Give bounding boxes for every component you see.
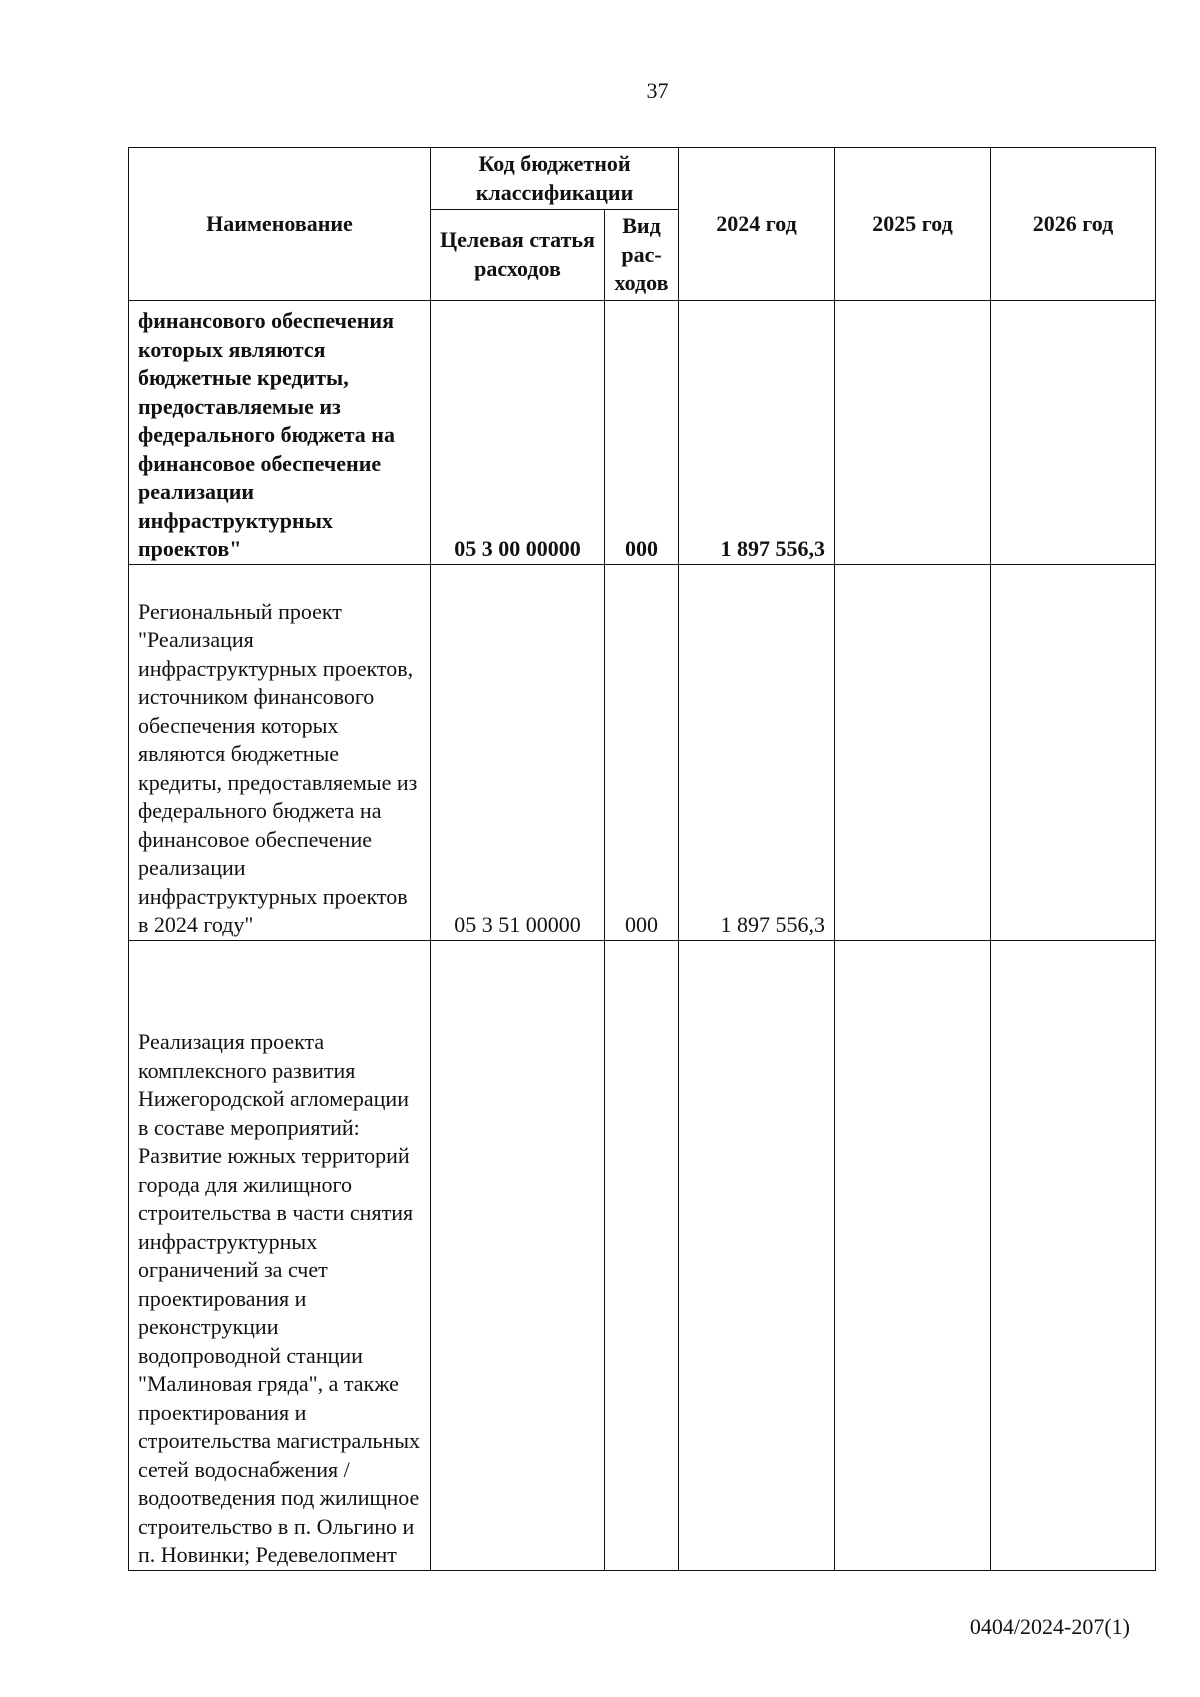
header-year-2026: 2026 год: [991, 148, 1156, 301]
row-target-article: 05 3 00 00000: [431, 300, 605, 564]
row-name: Реализация проекта комплексного развития Нижегородской агломерации в составе мероприятий: Развитие южных территорий города для жилищного строительства в части снятия инфраструктурных ограничений за счет проектирования и реконструкции водопроводной станции "Малиновая гряда", а также проектирования и строительства магистральных сетей водоснабжения / водоотведения под жилищное строительство в п. Ольгино и п. Новинки; Редевелопмент: [129, 940, 431, 1570]
budget-table: [128, 147, 1156, 1571]
row-amount-2024: 1 897 556,3: [679, 300, 835, 564]
row-amount-2025: [835, 940, 991, 1570]
table-row: [129, 300, 1156, 564]
table-row: [129, 564, 1156, 940]
document-code: 0404/2024-207(1): [969, 1614, 1130, 1639]
row-target-article: [431, 940, 605, 1570]
table-header: [129, 148, 1156, 301]
row-amount-2025: [835, 564, 991, 940]
table-row: [129, 940, 1156, 1570]
row-expense-type: 000: [605, 300, 679, 564]
header-year-2025: 2025 год: [835, 148, 991, 301]
row-amount-2026: [991, 940, 1156, 1570]
row-amount-2024: [679, 940, 835, 1570]
row-target-article: 05 3 51 00000: [431, 564, 605, 940]
row-amount-2026: [991, 564, 1156, 940]
row-name: финансового обеспечения которых являются бюджетные кредиты, предоставляемые из федерального бюджета на финансовое обеспечение реализации инфраструктурных проектов": [129, 300, 431, 564]
header-code-group: Код бюджетной классификации: [431, 148, 679, 210]
row-amount-2025: [835, 300, 991, 564]
row-expense-type: 000: [605, 564, 679, 940]
row-expense-type: [605, 940, 679, 1570]
header-target-article: Целевая статья расходов: [431, 210, 605, 301]
header-name: Наименование: [129, 148, 431, 301]
row-amount-2024: 1 897 556,3: [679, 564, 835, 940]
row-name: Региональный проект "Реализация инфраструктурных проектов, источником финансового обеспечения которых являются бюджетные кредиты, предоставляемые из федерального бюджета на финансовое обеспечение реализации инфраструктурных проектов в 2024 году": [129, 564, 431, 940]
header-expense-type: Вид рас-ходов: [605, 210, 679, 301]
header-year-2024: 2024 год: [679, 148, 835, 301]
row-amount-2026: [991, 300, 1156, 564]
page-number: 37: [646, 78, 669, 103]
